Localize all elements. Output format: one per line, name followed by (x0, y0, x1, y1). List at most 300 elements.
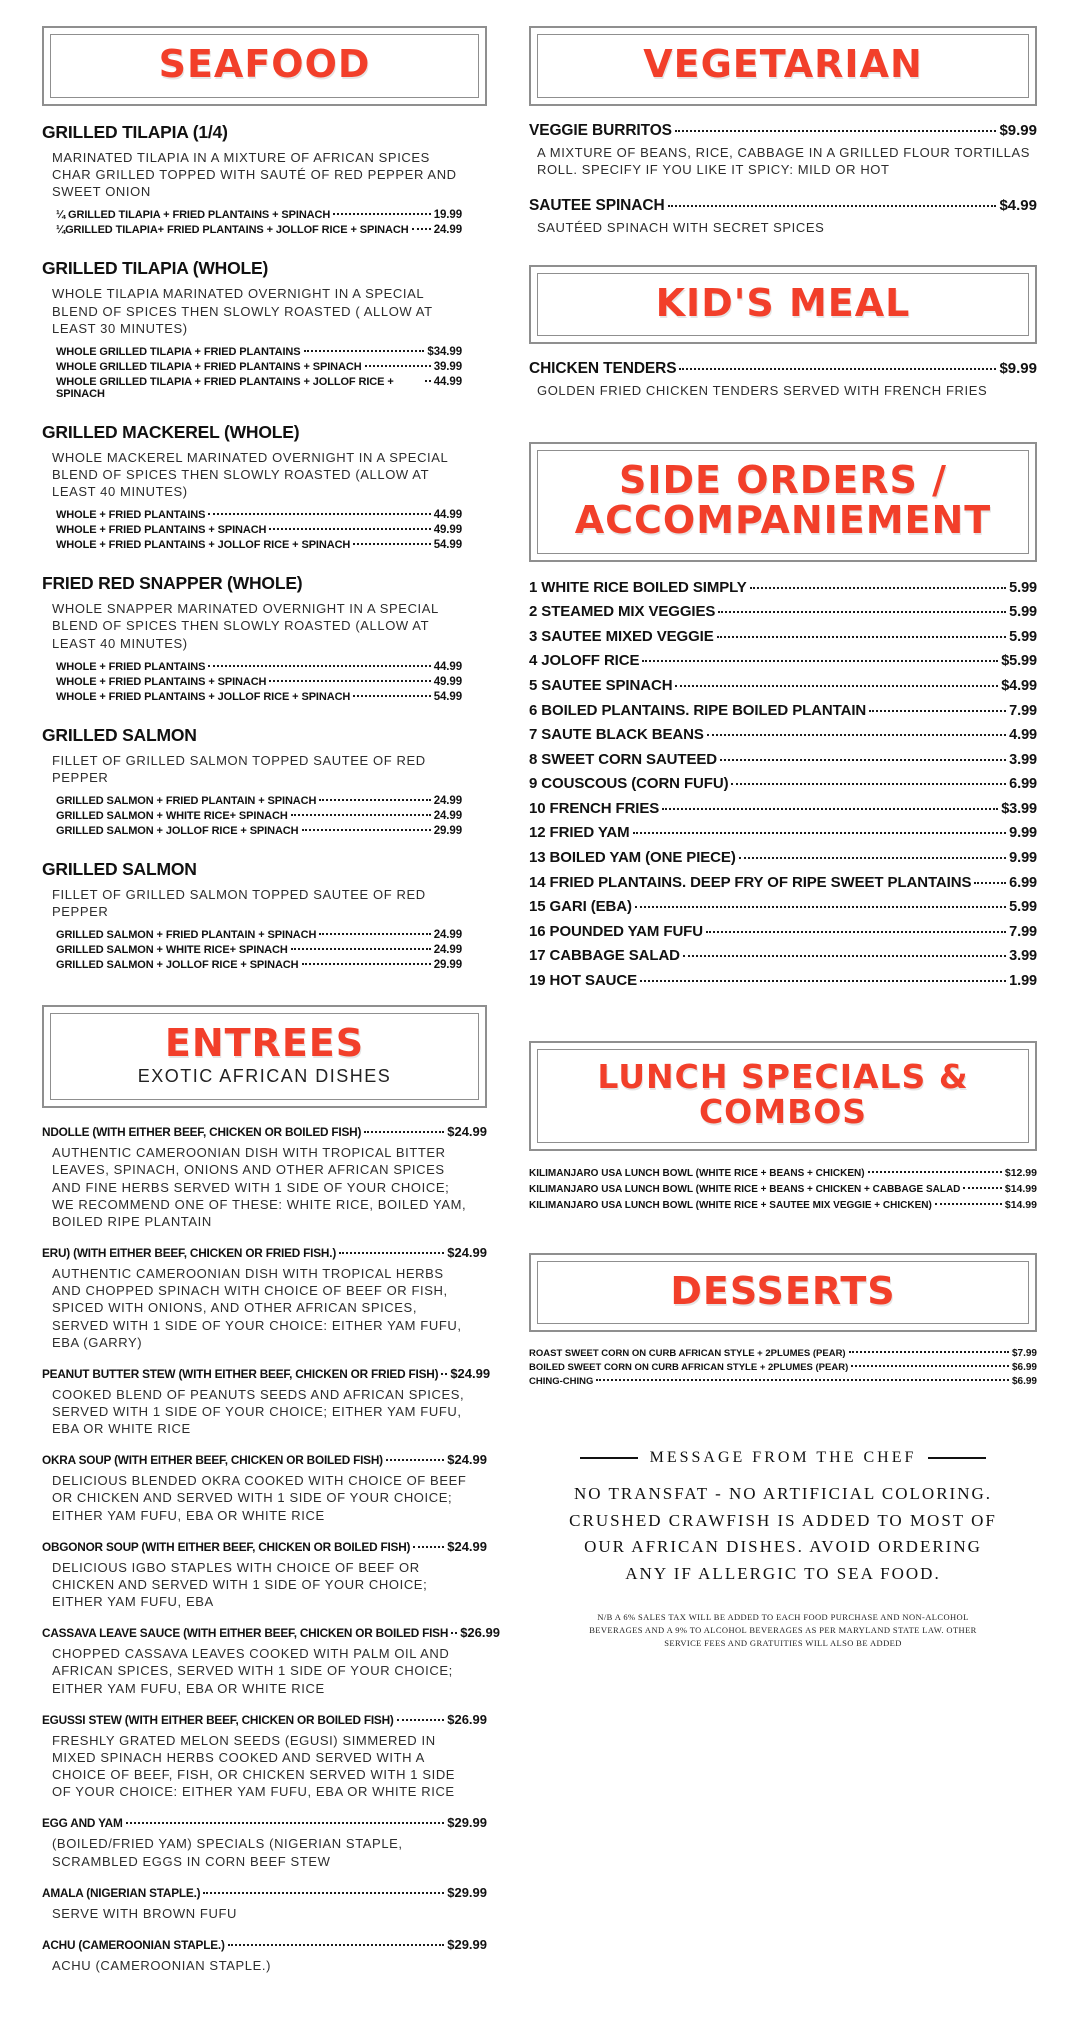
dotted-leader (640, 980, 1006, 982)
menu-variant-label: GRILLED SALMON + WHITE RICE+ SPINACH (56, 810, 288, 823)
menu-line-price: 9.99 (1009, 825, 1037, 842)
menu-line-label: 5 SAUTEE SPINACH (529, 677, 673, 694)
menu-line-price: 4.99 (1009, 727, 1037, 744)
dotted-leader (441, 1373, 447, 1375)
menu-item-header (42, 1124, 487, 1139)
kids-meal-section-header (529, 265, 1037, 345)
dotted-leader (633, 832, 1007, 834)
lunch-specials-title: LUNCH SPECIALS & COMBOS (597, 1057, 969, 1131)
menu-variant-row (56, 361, 462, 373)
menu-line-price: $12.99 (1004, 1166, 1037, 1179)
menu-item (42, 573, 487, 702)
menu-line-item (529, 971, 1037, 992)
dotted-leader (208, 513, 430, 515)
menu-item-description: WHOLE TILAPIA MARINATED OVERNIGHT IN A SPECIAL BLEND OF SPICES THEN SLOWLY ROASTED ( ALLOW AT LEAST 30 MINUTES) (52, 286, 433, 336)
dotted-leader (364, 1131, 444, 1133)
menu-item-name: GRILLED TILAPIA (1/4) (42, 121, 228, 142)
vegetarian-header-inner (537, 34, 1029, 98)
menu-line-item (529, 897, 1037, 918)
menu-line-label: 13 BOILED YAM (ONE PIECE) (529, 848, 736, 866)
menu-item-description: A MIXTURE OF BEANS, RICE, CABBAGE IN A GRILLED FLOUR TORTILLAS ROLL. SPECIFY IF YOU LIKE IT SPICY: MILD OR HOT (537, 144, 1031, 178)
menu-item-description: ACHU (CAMEROONIAN STAPLE.) (52, 1957, 272, 1973)
menu-line-price: $6.99 (1011, 1362, 1037, 1374)
menu-line-price: 1.99 (1009, 972, 1037, 989)
menu-item-description: SAUTÉED SPINACH WITH SECRET SPICES (537, 219, 825, 235)
menu-item (42, 1815, 487, 1869)
menu-line-label: 9 COUSCOUS (CORN FUFU) (529, 775, 729, 793)
chef-message-fine-print: N/B A 6% SALES TAX WILL BE ADDED TO EACH FOOD PURCHASE AND NON-ALCOHOL BEVERAGES AND A 9% TO ALCOHOL BEVERAGES AS PER MARYLAND STATE LAW. OTHER SERVICE FEES AND GRATUITIES WILL ALSO BE ADDED (589, 1611, 977, 1649)
menu-line-label: KILIMANJARO USA LUNCH BOWL (WHITE RICE + BEANS + CHICKEN + CABBAGE SALAD (529, 1183, 961, 1195)
menu-variant-label: WHOLE + FRIED PLANTAINS + SPINACH (56, 675, 267, 688)
dotted-leader (353, 695, 430, 697)
menu-line-item (529, 750, 1037, 771)
desserts-section-header (529, 1253, 1037, 1333)
menu-line-label: 8 SWEET CORN SAUTEED (529, 750, 718, 768)
menu-item-price: $26.99 (447, 1711, 487, 1727)
dotted-leader (731, 783, 1006, 785)
menu-item-name: GRILLED TILAPIA (WHOLE) (42, 258, 269, 279)
entrees-title: ENTREES (164, 1021, 365, 1066)
dotted-leader (304, 350, 425, 352)
seafood-section-header (42, 26, 487, 106)
chef-message (529, 1449, 1037, 1650)
menu-item-header (42, 1815, 487, 1830)
menu-variant-row (56, 929, 462, 941)
vegetarian-title: VEGETARIAN (643, 42, 923, 86)
menu-variant-label: WHOLE GRILLED TILAPIA + FRIED PLANTAINS + JOLLOF RICE + SPINACH (56, 375, 394, 400)
menu-item-name: CASSAVA LEAVE SAUCE (WITH EITHER BEEF, CHICKEN OR BOILED FISH (42, 1626, 449, 1641)
menu-line-label: 10 FRENCH FRIES (529, 799, 660, 817)
menu-line-price: 9.99 (1009, 849, 1037, 866)
menu-item (42, 1124, 487, 1230)
menu-line-label: 6 BOILED PLANTAINS. RIPE BOILED PLANTAIN (529, 701, 867, 719)
menu-variant-row (56, 209, 462, 221)
menu-item-name: EGUSSI STEW (WITH EITHER BEEF, CHICKEN OR BOILED FISH) (42, 1712, 394, 1727)
menu-item-name: FRIED RED SNAPPER (WHOLE) (42, 573, 303, 594)
menu-line-label: 16 POUNDED YAM FUFU (529, 922, 703, 940)
menu-line-label: 2 STEAMED MIX VEGGIES (529, 603, 716, 621)
menu-line-item (529, 1167, 1037, 1179)
menu-item-header (529, 360, 1037, 378)
menu-line-label: KILIMANJARO USA LUNCH BOWL (WHITE RICE + BEANS + CHICKEN) (529, 1167, 865, 1179)
menu-item (42, 1712, 487, 1801)
menu-item (42, 1625, 500, 1696)
menu-variant-price: 44.99 (433, 375, 462, 388)
menu-item (42, 122, 487, 236)
vegetarian-section-header (529, 26, 1037, 106)
menu-line-label: KILIMANJARO USA LUNCH BOWL (WHITE RICE + SAUTEE MIX VEGGIE + CHICKEN) (529, 1199, 932, 1211)
menu-line-item (529, 799, 1037, 820)
chef-message-body: NO TRANSFAT - NO ARTIFICIAL COLORING. CRUSHED CRAWFISH IS ADDED TO MOST OF OUR AFRICAN DISHES. AVOID ORDERING ANY IF ALLERGIC TO SEA FOOD. (569, 1484, 997, 1583)
menu-item-variants (42, 795, 462, 837)
menu-line-price: 3.99 (1009, 948, 1037, 965)
menu-item-name: ACHU (CAMEROONIAN STAPLE.) (42, 1937, 225, 1952)
menu-variant-price: $34.99 (427, 345, 462, 358)
menu-item-price: $24.99 (450, 1365, 491, 1381)
menu-item-description: WHOLE SNAPPER MARINATED OVERNIGHT IN A SPECIAL BLEND OF SPICES THEN SLOWLY ROASTED (ALLOW AT LEAST 40 MINUTES) (52, 601, 439, 651)
lunch-specials-header-inner (537, 1049, 1029, 1142)
menu-variant-price: 24.99 (433, 810, 462, 823)
menu-item-header (42, 1712, 487, 1727)
dotted-leader (683, 955, 1006, 957)
dotted-leader (717, 636, 1007, 638)
menu-line-price: 6.99 (1009, 776, 1037, 793)
horizontal-rule (580, 1457, 638, 1459)
dotted-leader (269, 680, 430, 682)
dotted-leader (869, 710, 1006, 712)
menu-item (42, 1539, 487, 1610)
menu-item-description: AUTHENTIC CAMEROONIAN DISH WITH TROPICAL HERBS AND CHOPPED SPINACH WITH CHOICE OF BEEF OR FISH, SPICED WITH ONIONS, AND OTHER AFRICAN SPICES, SERVED WITH 1 SIDE OF YOUR CHOICE: EITHER YAM FUFU, EBA (GARRY) (52, 1266, 462, 1350)
seafood-title: SEAFOOD (158, 42, 371, 86)
menu-item-price: $29.99 (447, 1815, 487, 1831)
menu-item-header (529, 122, 1037, 140)
menu-line-price: $7.99 (1011, 1348, 1037, 1360)
menu-line-item (529, 774, 1037, 795)
menu-variant-label: WHOLE + FRIED PLANTAINS (56, 660, 206, 673)
menu-line-label: ROAST SWEET CORN ON CURB AFRICAN STYLE + 2PLUMES (PEAR) (529, 1348, 846, 1360)
menu-item-variants (42, 209, 462, 236)
dotted-leader (413, 1546, 444, 1548)
menu-line-price: 7.99 (1009, 923, 1037, 940)
menu-line-item (529, 848, 1037, 869)
menu-line-item (529, 676, 1037, 697)
menu-line-label: 19 HOT SAUCE (529, 971, 637, 989)
menu-line-price: $6.99 (1011, 1376, 1037, 1388)
menu-line-price: $3.99 (1001, 800, 1037, 817)
menu-variant-row (56, 539, 462, 551)
menu-variant-label: WHOLE + FRIED PLANTAINS + JOLLOF RICE + SPINACH (56, 690, 351, 703)
dotted-leader (750, 587, 1006, 589)
right-column (529, 22, 1037, 1989)
dotted-leader (365, 365, 431, 367)
menu-item-header (42, 1937, 487, 1952)
dotted-leader (425, 380, 431, 382)
menu-item-variants (42, 509, 462, 551)
menu-line-price: 5.99 (1009, 604, 1037, 621)
menu-item-price: $29.99 (447, 1884, 487, 1900)
dotted-leader (851, 1365, 1009, 1367)
seafood-dishes (42, 122, 487, 972)
menu-item (42, 1452, 487, 1523)
menu-variant-price: 29.99 (433, 825, 462, 838)
menu-line-label: 12 FRIED YAM (529, 824, 630, 842)
dotted-leader (679, 368, 996, 370)
kids-meal-items (529, 360, 1037, 400)
menu-variant-price: 24.99 (433, 224, 462, 237)
menu-item-name: CHICKEN TENDERS (529, 360, 677, 378)
dotted-leader (718, 611, 1006, 613)
dotted-leader (319, 933, 430, 935)
menu-item-variants (42, 661, 462, 703)
dotted-leader (963, 1187, 1001, 1189)
menu-variant-row (56, 509, 462, 521)
menu-variant-label: WHOLE + FRIED PLANTAINS (56, 509, 206, 522)
menu-item-header (42, 1539, 487, 1554)
menu-variant-label: WHOLE GRILLED TILAPIA + FRIED PLANTAINS (56, 345, 301, 358)
menu-variant-row (56, 795, 462, 807)
menu-item-header (42, 1365, 491, 1381)
chef-message-title-row (529, 1449, 1037, 1467)
dotted-leader (126, 1822, 445, 1824)
menu-variant-row (56, 959, 462, 971)
menu-line-item (529, 823, 1037, 844)
menu-line-label: 4 JOLOFF RICE (529, 652, 640, 670)
dotted-leader (974, 882, 1006, 884)
menu-variant-label: GRILLED SALMON + JOLLOF RICE + SPINACH (56, 825, 299, 838)
menu-line-label: 3 SAUTEE MIXED VEGGIE (529, 627, 714, 645)
menu-variant-row (56, 661, 462, 673)
menu-item-price: $24.99 (447, 1124, 487, 1140)
menu-line-item (529, 1348, 1037, 1359)
dotted-leader (849, 1351, 1009, 1353)
menu-variant-label: ¼ GRILLED TILAPIA + FRIED PLANTAINS + SPINACH (56, 209, 331, 222)
menu-item-price: $24.99 (447, 1245, 487, 1261)
menu-line-price: 5.99 (1009, 899, 1037, 916)
menu-variant-label: ¼GRILLED TILAPIA+ FRIED PLANTAINS + JOLLOF RICE + SPINACH (56, 224, 409, 237)
menu-item-name: AMALA (NIGERIAN STAPLE.) (42, 1885, 201, 1900)
menu-item-description: COOKED BLEND OF PEANUTS SEEDS AND AFRICAN SPICES, SERVED WITH 1 SIDE OF YOUR CHOICE; EITHER YAM FUFU, EBA OR WHITE RICE (52, 1386, 465, 1437)
dotted-leader (668, 205, 997, 207)
menu-item (42, 1885, 487, 1922)
menu-item-description: MARINATED TILAPIA IN A MIXTURE OF AFRICAN SPICES CHAR GRILLED TOPPED WITH SAUTÉ OF RED PEPPER AND SWEET ONION (52, 149, 457, 200)
menu-item-name: OKRA SOUP (WITH EITHER BEEF, CHICKEN OR BOILED FISH) (42, 1453, 383, 1468)
dotted-leader (675, 685, 998, 687)
menu-item-name: VEGGIE BURRITOS (529, 121, 672, 139)
menu-item-price: $24.99 (447, 1538, 487, 1554)
menu-item-description: (BOILED/FRIED YAM) SPECIALS (NIGERIAN STAPLE, SCRAMBLED EGGS IN CORN BEEF STEW (52, 1836, 403, 1869)
menu-item-price: $26.99 (460, 1625, 500, 1641)
menu-line-label: 7 SAUTE BLACK BEANS (529, 726, 704, 744)
menu-item-description: FRESHLY GRATED MELON SEEDS (EGUSI) SIMMERED IN MIXED SPINACH HERBS COOKED AND SERVED WITH A CHOICE OF BEEF, FISH, OR CHICKEN SERVED WITH 1 SIDE OF YOUR CHOICE: EITHER YAM FUFU, EBA OR WHITE RICE (52, 1732, 456, 1800)
menu-line-price: $14.99 (1004, 1182, 1037, 1195)
menu-item-variants (42, 929, 462, 971)
menu-item-name: OBGONOR SOUP (WITH EITHER BEEF, CHICKEN OR BOILED FISH) (42, 1539, 411, 1554)
menu-variant-price: 44.99 (433, 660, 462, 673)
menu-item-description: GOLDEN FRIED CHICKEN TENDERS SERVED WITH FRENCH FRIES (537, 383, 988, 399)
menu-variant-row (56, 825, 462, 837)
menu-variant-row (56, 810, 462, 822)
dotted-leader (333, 213, 431, 215)
dotted-leader (935, 1203, 1002, 1205)
menu-variant-price: 54.99 (433, 539, 462, 552)
side-orders-section-header (529, 442, 1037, 562)
menu-line-label: 17 CABBAGE SALAD (529, 947, 680, 965)
menu-item (42, 422, 487, 551)
menu-line-price: 6.99 (1009, 874, 1037, 891)
entrees-section-header (42, 1005, 487, 1108)
menu-item-price: $4.99 (999, 196, 1037, 214)
horizontal-rule (928, 1457, 986, 1459)
dotted-leader (412, 228, 431, 230)
dotted-leader (868, 1171, 1002, 1173)
menu-item-name: GRILLED MACKEREL (WHOLE) (42, 421, 300, 442)
menu-variant-row (56, 376, 462, 400)
menu-item-variants (42, 346, 462, 400)
menu-variant-label: WHOLE + FRIED PLANTAINS + SPINACH (56, 524, 267, 537)
menu-item (529, 122, 1037, 179)
menu-item-description: FILLET OF GRILLED SALMON TOPPED SAUTEE OF RED PEPPER (52, 752, 426, 785)
dotted-leader (662, 808, 998, 810)
menu-variant-price: 54.99 (433, 690, 462, 703)
menu-item-price: $29.99 (447, 1936, 487, 1952)
menu-variant-price: 24.99 (433, 929, 462, 942)
menu-item-name: PEANUT BUTTER STEW (WITH EITHER BEEF, CHICKEN OR FRIED FISH) (42, 1366, 439, 1381)
menu-item-description: SERVE WITH BROWN FUFU (52, 1905, 237, 1921)
menu-item (42, 725, 487, 837)
dotted-leader (319, 799, 430, 801)
seafood-header-inner (50, 34, 479, 98)
menu-item (42, 1365, 491, 1437)
menu-line-item (529, 602, 1037, 623)
menu-variant-price: 24.99 (433, 944, 462, 957)
menu-variant-price: 49.99 (433, 524, 462, 537)
dotted-leader (642, 660, 998, 662)
menu-variant-row (56, 676, 462, 688)
left-column (42, 22, 500, 1989)
dotted-leader (302, 829, 431, 831)
dotted-leader (706, 931, 1006, 933)
menu-line-item (529, 1376, 1037, 1387)
dotted-leader (739, 857, 1006, 859)
dotted-leader (451, 1632, 457, 1634)
menu-item-name: NDOLLE (WITH EITHER BEEF, CHICKEN OR BOILED FISH) (42, 1125, 362, 1140)
menu-variant-label: GRILLED SALMON + FRIED PLANTAIN + SPINACH (56, 929, 317, 942)
menu-line-label: 15 GARI (EBA) (529, 898, 632, 916)
menu-line-item (529, 922, 1037, 943)
menu-line-item (529, 651, 1037, 672)
menu-item (42, 258, 487, 399)
menu-line-item (529, 946, 1037, 967)
menu-line-label: CHING-CHING (529, 1376, 594, 1388)
menu-item-description: DELICIOUS BLENDED OKRA COOKED WITH CHOICE OF BEEF OR CHICKEN AND SERVED WITH 1 SIDE OF YOUR CHOICE; EITHER YAM FUFU, EBA OR WHITE RICE (52, 1473, 467, 1523)
desserts-header-inner (537, 1261, 1029, 1325)
menu-line-item (529, 1362, 1037, 1373)
menu-item-description: CHOPPED CASSAVA LEAVES COOKED WITH PALM OIL AND AFRICAN SPICES, SERVED WITH 1 SIDE OF YOUR CHOICE; EITHER YAM FUFU, EBA OR WHITE RICE (52, 1646, 453, 1696)
dotted-leader (397, 1719, 445, 1721)
menu-item-header (42, 1245, 487, 1260)
menu-line-item (529, 725, 1037, 746)
menu-variant-row (56, 224, 462, 236)
menu-variant-price: 49.99 (433, 675, 462, 688)
dotted-leader (203, 1892, 444, 1894)
menu-item-description: DELICIOUS IGBO STAPLES WITH CHOICE OF BEEF OR CHICKEN AND SERVED WITH 1 SIDE OF YOUR CHOICE; EITHER YAM FUFU, EBA (52, 1559, 428, 1610)
entrees-subtitle: EXOTIC AFRICAN DISHES (137, 1066, 392, 1087)
dotted-leader (228, 1944, 445, 1946)
menu-item-header (529, 197, 1037, 215)
lunch-specials-list (529, 1167, 1037, 1211)
menu-line-item (529, 873, 1037, 894)
dotted-leader (386, 1459, 444, 1461)
dotted-leader (339, 1252, 444, 1254)
menu-item-name: GRILLED SALMON (42, 724, 197, 745)
menu-line-item (529, 1183, 1037, 1195)
menu-variant-label: WHOLE GRILLED TILAPIA + FRIED PLANTAINS + SPINACH (56, 360, 362, 373)
entrees-header-inner (50, 1013, 479, 1100)
menu-line-label: 1 WHITE RICE BOILED SIMPLY (529, 578, 747, 596)
menu-variant-label: WHOLE + FRIED PLANTAINS + JOLLOF RICE + SPINACH (56, 539, 351, 552)
menu-variant-label: GRILLED SALMON + WHITE RICE+ SPINACH (56, 944, 288, 957)
menu-item (42, 1937, 487, 1974)
dotted-leader (720, 759, 1006, 761)
menu-item-description: AUTHENTIC CAMEROONIAN DISH WITH TROPICAL BITTER LEAVES, SPINACH, ONIONS AND OTHER AFRICAN SPICES AND FINE HERBS SERVED WITH 1 SIDE OF YOUR CHOICE; WE RECOMMEND ONE OF THESE: WHITE RICE, BOILED YAM, BOILED RIPE PLANTAIN (52, 1145, 467, 1229)
side-orders-title: SIDE ORDERS / ACCOMPANIEMENT (574, 457, 992, 542)
menu-variant-price: 39.99 (433, 360, 462, 373)
menu-item (529, 360, 1037, 400)
menu-item-header (42, 1625, 500, 1641)
menu-line-price: $14.99 (1004, 1198, 1037, 1211)
dotted-leader (707, 734, 1006, 736)
menu-variant-label: GRILLED SALMON + FRIED PLANTAIN + SPINACH (56, 795, 317, 808)
menu-item-header (42, 1452, 487, 1467)
dotted-leader (675, 130, 997, 132)
menu-variant-row (56, 524, 462, 536)
menu-line-item (529, 701, 1037, 722)
menu-variant-price: 29.99 (433, 959, 462, 972)
menu-line-price: $4.99 (1001, 678, 1037, 694)
menu-line-price: 3.99 (1009, 751, 1037, 768)
menu-line-price: 7.99 (1009, 702, 1037, 719)
dotted-leader (353, 543, 430, 545)
menu-item-name: GRILLED SALMON (42, 859, 197, 880)
chef-message-title: MESSAGE FROM THE CHEF (649, 1449, 917, 1467)
menu-item (42, 859, 487, 971)
lunch-specials-section-header (529, 1041, 1037, 1150)
menu-line-item (529, 627, 1037, 648)
menu-item (42, 1245, 487, 1351)
dotted-leader (596, 1379, 1009, 1381)
entrees-dishes (42, 1124, 500, 1974)
menu-variant-row (56, 944, 462, 956)
side-orders-header-inner (537, 450, 1029, 554)
menu-variant-label: GRILLED SALMON + JOLLOF RICE + SPINACH (56, 959, 299, 972)
dotted-leader (635, 906, 1006, 908)
menu-line-item (529, 578, 1037, 599)
menu-item-description: WHOLE MACKEREL MARINATED OVERNIGHT IN A SPECIAL BLEND OF SPICES THEN SLOWLY ROASTED (ALLOW AT LEAST 40 MINUTES) (52, 449, 448, 500)
menu-line-price: $5.99 (1001, 653, 1037, 670)
menu-line-label: 14 FRIED PLANTAINS. DEEP FRY OF RIPE SWEET PLANTAINS (529, 873, 972, 891)
menu-item-description: FILLET OF GRILLED SALMON TOPPED SAUTEE OF RED PEPPER (52, 887, 426, 920)
menu-item-price: $9.99 (999, 121, 1037, 139)
menu-line-price: 5.99 (1009, 579, 1037, 596)
menu-item-price: $9.99 (999, 360, 1037, 378)
menu-item-name: SAUTEE SPINACH (529, 196, 665, 214)
menu-item-header (42, 1885, 487, 1900)
side-orders-list (529, 578, 1037, 992)
menu-item-name: ERU) (WITH EITHER BEEF, CHICKEN OR FRIED FISH.) (42, 1246, 337, 1261)
dotted-leader (302, 963, 431, 965)
menu-variant-price: 19.99 (433, 209, 462, 222)
menu-variant-price: 44.99 (433, 509, 462, 522)
vegetarian-items (529, 122, 1037, 237)
kids-meal-header-inner (537, 273, 1029, 337)
menu-item-price: $24.99 (447, 1452, 487, 1468)
dotted-leader (291, 814, 431, 816)
menu-variant-price: 24.99 (433, 795, 462, 808)
kids-meal-title: KID'S MEAL (655, 280, 911, 325)
menu-item (529, 197, 1037, 237)
dotted-leader (269, 528, 430, 530)
dotted-leader (291, 948, 431, 950)
dotted-leader (208, 665, 430, 667)
desserts-list (529, 1348, 1037, 1387)
menu-line-label: BOILED SWEET CORN ON CURB AFRICAN STYLE + 2PLUMES (PEAR) (529, 1362, 849, 1374)
menu-item-name: EGG AND YAM (42, 1816, 123, 1831)
menu-variant-row (56, 346, 462, 358)
menu-variant-row (56, 691, 462, 703)
menu-line-price: 5.99 (1009, 628, 1037, 645)
menu-line-item (529, 1199, 1037, 1211)
desserts-title: DESSERTS (670, 1268, 896, 1313)
